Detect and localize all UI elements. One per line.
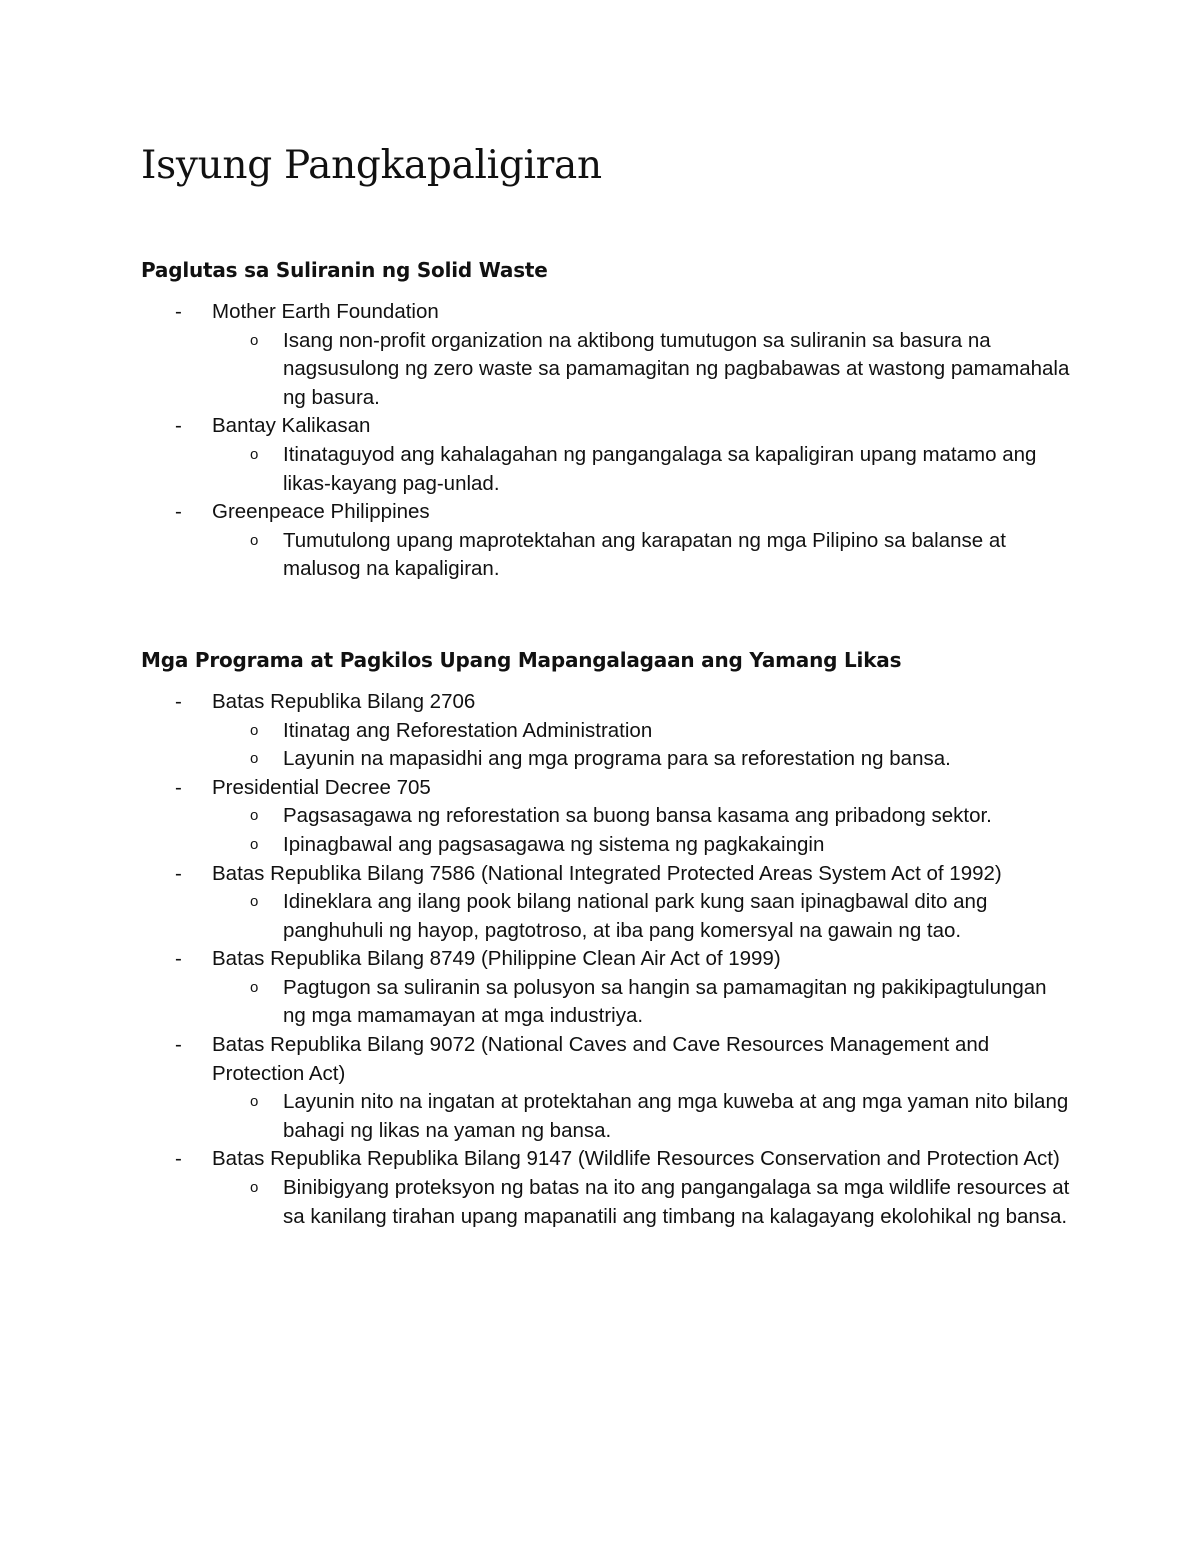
- sub-item-text: Layunin nito na ingatan at protektahan ang mga kuweba at ang mga yaman nito bilang bahagi ng likas na yaman ng bansa.: [283, 1090, 1069, 1142]
- dash-bullet: -: [175, 775, 182, 799]
- circle-bullet-icon: o: [250, 331, 259, 349]
- circle-bullet-icon: o: [250, 1093, 259, 1111]
- sub-list-item: [141, 974, 1071, 1031]
- sub-item-text: Itinatag ang Reforestation Administration: [283, 718, 653, 742]
- item-label: Mother Earth Foundation: [212, 300, 439, 323]
- dash-bullet: -: [175, 861, 182, 885]
- dash-bullet: -: [175, 947, 182, 971]
- circle-bullet-icon: o: [250, 978, 259, 996]
- dash-bullet: -: [175, 500, 182, 524]
- sub-list-item: [141, 717, 1071, 746]
- list-item: [141, 860, 1071, 946]
- list-item: [141, 688, 1071, 774]
- sub-item-text: Ipinagbawal ang pagsasagawa ng sistema ng pagkakaingin: [283, 832, 825, 856]
- list-item: [141, 1031, 1071, 1145]
- circle-bullet-icon: o: [250, 835, 259, 853]
- item-label: Batas Republika Bilang 7586 (National Integrated Protected Areas System Act of 1992): [212, 861, 1002, 885]
- sub-list-item: [141, 802, 1071, 831]
- dash-bullet: -: [175, 414, 182, 438]
- item-label: Greenpeace Philippines: [212, 500, 430, 524]
- sub-item-text: Idineklara ang ilang pook bilang national park kung saan ipinagbawal dito ang panghuhuli ng hayop, pagtotroso, at iba pang komersyal na gawain ng tao.: [283, 890, 988, 942]
- sub-item-text: Layunin na mapasidhi ang mga programa para sa reforestation ng bansa.: [283, 747, 951, 771]
- list-item: [141, 945, 1071, 1031]
- item-label: Batas Republika Bilang 8749 (Philippine Clean Air Act of 1999): [212, 947, 781, 971]
- document-title: Isyung Pangkapaligiran: [141, 143, 602, 188]
- sub-item-text: Tumutulong upang maprotektahan ang karapatan ng mga Pilipino sa balanse at malusog na kapaligiran.: [283, 528, 1006, 581]
- sub-list-item: [141, 441, 1071, 498]
- item-label: Batas Republika Republika Bilang 9147 (Wildlife Resources Conservation and Protection Act): [212, 1147, 1060, 1171]
- sub-list-item: [141, 327, 1071, 413]
- sub-list: [212, 1174, 1071, 1231]
- item-label: Presidential Decree 705: [212, 775, 431, 799]
- section-programs: [141, 646, 1071, 1231]
- sub-list: [212, 802, 1071, 859]
- sub-item-text: Pagtugon sa suliranin sa polusyon sa hangin sa pamamagitan ng pakikipagtulungan ng mga mamamayan at mga industriya.: [283, 975, 1047, 1028]
- list-item: [141, 498, 1071, 584]
- sub-item-text: Isang non-profit organization na aktibong tumutugon sa suliranin sa basura na nagsusulong ng zero waste sa pamamagitan ng pagbabawas at wastong pamamahala ng basura.: [283, 328, 1070, 409]
- section-solid-waste: [141, 256, 1071, 584]
- list-item: [141, 298, 1071, 412]
- dash-bullet: -: [175, 1147, 182, 1171]
- sub-list: [212, 327, 1071, 413]
- item-label: Bantay Kalikasan: [212, 414, 371, 438]
- document-page: [141, 138, 1071, 1231]
- item-label: Batas Republika Bilang 9072 (National Caves and Cave Resources Management and Protection Act): [212, 1033, 990, 1085]
- sub-list-item: [141, 745, 1071, 774]
- law-list: [141, 688, 1071, 1231]
- sub-list: [212, 1088, 1071, 1145]
- list-item: [141, 1145, 1071, 1231]
- sub-item-text: Itinataguyod ang kahalagahan ng pangangalaga sa kapaligiran upang matamo ang likas-kayang pag-unlad.: [283, 442, 1037, 495]
- sub-list: [212, 888, 1071, 945]
- circle-bullet-icon: o: [250, 893, 259, 911]
- circle-bullet-icon: o: [250, 807, 259, 825]
- sub-list-item: [141, 527, 1071, 584]
- circle-bullet-icon: o: [250, 750, 259, 768]
- sub-list: [212, 527, 1071, 584]
- section-heading: Mga Programa at Pagkilos Upang Mapangalagaan ang Yamang Likas: [141, 647, 902, 672]
- circle-bullet-icon: o: [250, 1179, 259, 1197]
- list-item: [141, 412, 1071, 498]
- item-label: Batas Republika Bilang 2706: [212, 689, 476, 713]
- sub-list-item: [141, 831, 1071, 860]
- organization-list: [141, 298, 1071, 584]
- sub-list: [212, 717, 1071, 774]
- sub-list-item: [141, 1088, 1071, 1145]
- dash-bullet: -: [175, 1033, 182, 1057]
- sub-list: [212, 974, 1071, 1031]
- circle-bullet-icon: o: [250, 721, 259, 739]
- list-item: [141, 774, 1071, 860]
- circle-bullet-icon: o: [250, 445, 259, 463]
- sub-list-item: [141, 888, 1071, 945]
- sub-item-text: Binibigyang proteksyon ng batas na ito ang pangangalaga sa mga wildlife resources at sa kanilang tirahan upang mapanatili ang timbang na kalagayang ekolohikal ng bansa.: [283, 1176, 1070, 1228]
- sub-list: [212, 441, 1071, 498]
- dash-bullet: -: [175, 689, 182, 713]
- dash-bullet: -: [175, 300, 182, 323]
- circle-bullet-icon: o: [250, 531, 259, 549]
- sub-item-text: Pagsasagawa ng reforestation sa buong bansa kasama ang pribadong sektor.: [283, 804, 992, 828]
- sub-list-item: [141, 1174, 1071, 1231]
- section-heading: Paglutas sa Suliranin ng Solid Waste: [141, 258, 548, 282]
